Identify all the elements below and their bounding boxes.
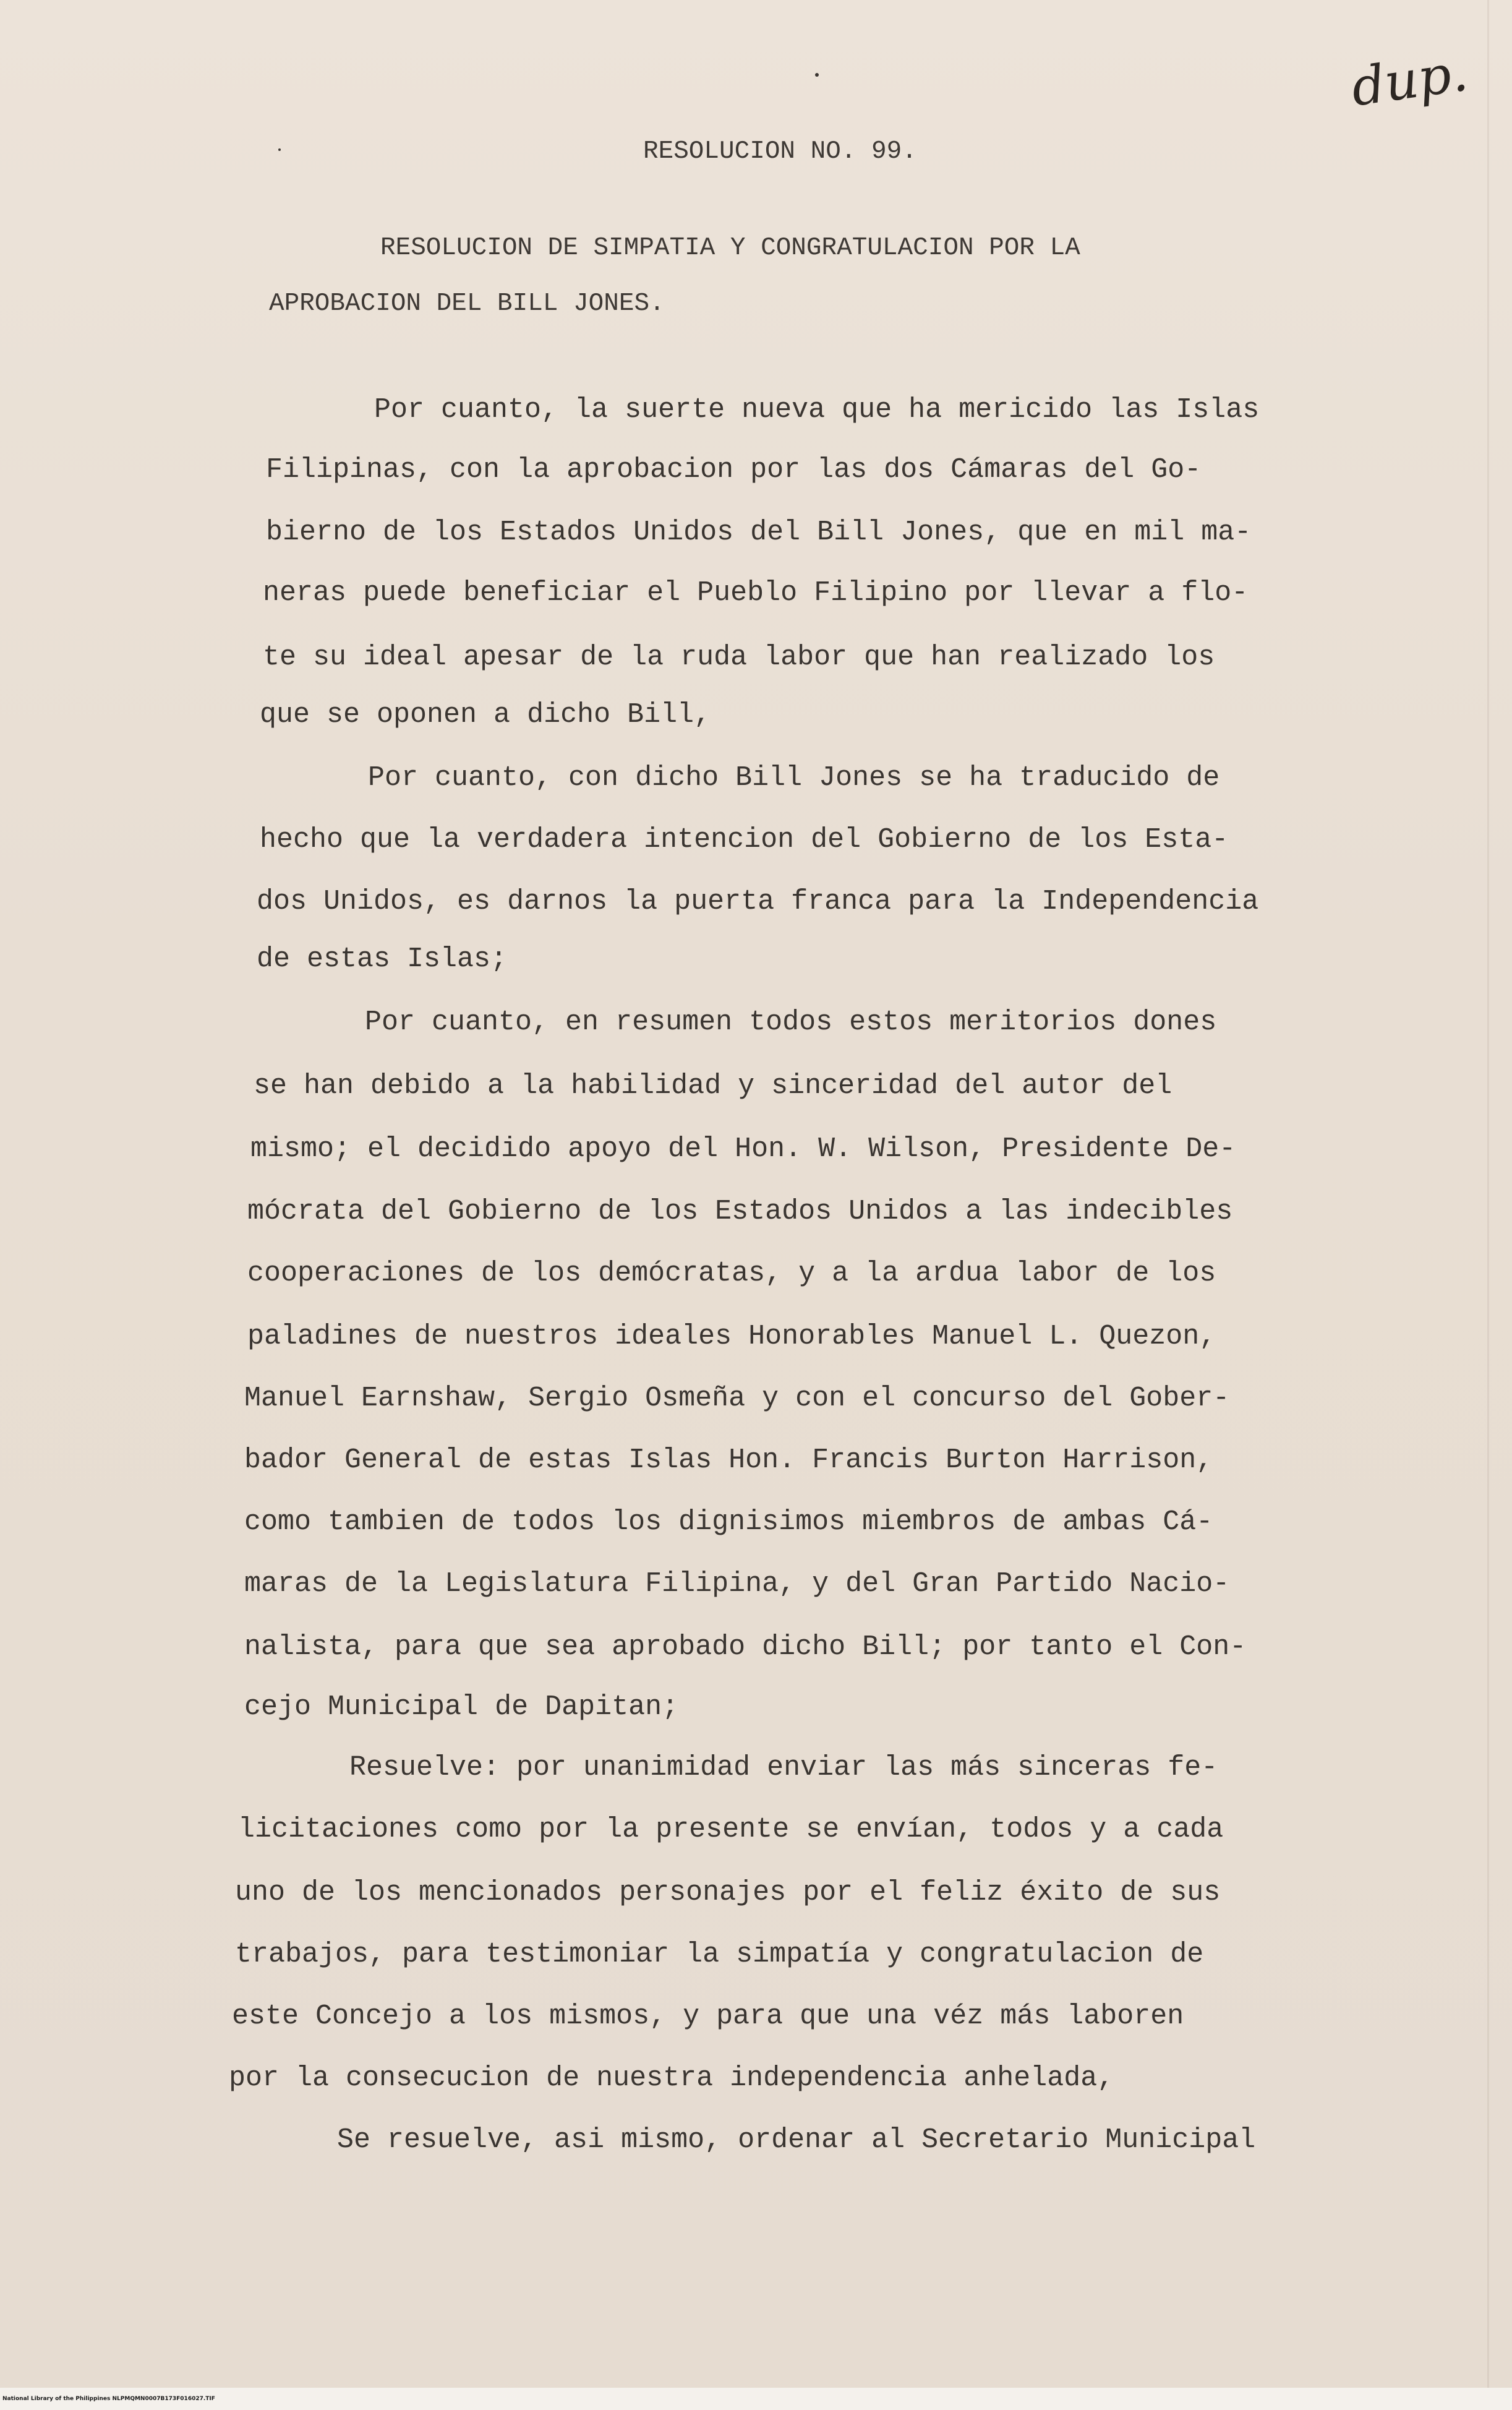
document-subtitle-line-1: RESOLUCION DE SIMPATIA Y CONGRATULACION POR LA bbox=[380, 234, 1080, 262]
body-line: cejo Municipal de Dapitan; bbox=[244, 1691, 679, 1723]
body-line: maras de la Legislatura Filipina, y del Gran Partido Nacio- bbox=[244, 1568, 1230, 1600]
scan-footer-strip bbox=[0, 2388, 1512, 2410]
body-line: licitaciones como por la presente se envían, todos y a cada bbox=[238, 1814, 1224, 1845]
ink-speck bbox=[278, 148, 281, 151]
body-line: Se resuelve, asi mismo, ordenar al Secretario Municipal bbox=[337, 2124, 1256, 2156]
body-line: que se oponen a dicho Bill, bbox=[260, 699, 711, 731]
body-line: bierno de los Estados Unidos del Bill Jones, que en mil ma- bbox=[266, 517, 1252, 548]
body-line: dos Unidos, es darnos la puerta franca para la Independencia bbox=[257, 886, 1259, 917]
body-line: paladines de nuestros ideales Honorables Manuel L. Quezon, bbox=[247, 1321, 1216, 1352]
body-line: hecho que la verdadera intencion del Gobierno de los Esta- bbox=[260, 824, 1229, 856]
body-line: Por cuanto, con dicho Bill Jones se ha traducido de bbox=[368, 762, 1220, 794]
document-title: RESOLUCION NO. 99. bbox=[643, 137, 917, 166]
body-line: mismo; el decidido apoyo del Hon. W. Wilson, Presidente De- bbox=[250, 1133, 1236, 1165]
body-line: Filipinas, con la aprobacion por las dos Cámaras del Go- bbox=[266, 454, 1202, 486]
body-line: este Concejo a los mismos, y para que una véz más laboren bbox=[232, 2000, 1184, 2032]
body-line: mócrata del Gobierno de los Estados Unidos a las indecibles bbox=[247, 1196, 1233, 1227]
body-line: uno de los mencionados personajes por el feliz éxito de sus bbox=[235, 1877, 1221, 1908]
scan-footer-label: National Library of the Philippines NLPMQMN0007B173F016027.TIF bbox=[2, 2396, 215, 2402]
body-line: Por cuanto, la suerte nueva que ha mericido las Islas bbox=[374, 394, 1260, 426]
body-line: como tambien de todos los dignisimos miembros de ambas Cá- bbox=[244, 1506, 1213, 1538]
body-line: bador General de estas Islas Hon. Francis Burton Harrison, bbox=[244, 1444, 1213, 1476]
body-line: cooperaciones de los demócratas, y a la ardua labor de los bbox=[247, 1258, 1216, 1289]
body-line: trabajos, para testimoniar la simpatía y congratulacion de bbox=[235, 1939, 1204, 1970]
document-subtitle-line-2: APROBACION DEL BILL JONES. bbox=[269, 289, 665, 318]
body-line: de estas Islas; bbox=[257, 943, 508, 975]
body-line: Manuel Earnshaw, Sergio Osmeña y con el concurso del Gober- bbox=[244, 1383, 1230, 1414]
body-line: por la consecucion de nuestra independencia anhelada, bbox=[229, 2062, 1114, 2094]
body-line: neras puede beneficiar el Pueblo Filipino por llevar a flo- bbox=[263, 577, 1249, 609]
body-line: se han debido a la habilidad y sinceridad del autor del bbox=[254, 1070, 1172, 1102]
body-line: te su ideal apesar de la ruda labor que han realizado los bbox=[263, 641, 1215, 673]
handwritten-note: dup. bbox=[1348, 41, 1472, 118]
body-line: Por cuanto, en resumen todos estos meritorios dones bbox=[365, 1006, 1217, 1038]
ink-speck bbox=[815, 73, 819, 77]
body-line: Resuelve: por unanimidad enviar las más sinceras fe- bbox=[349, 1752, 1218, 1783]
body-line: nalista, para que sea aprobado dicho Bill; por tanto el Con- bbox=[244, 1631, 1247, 1663]
